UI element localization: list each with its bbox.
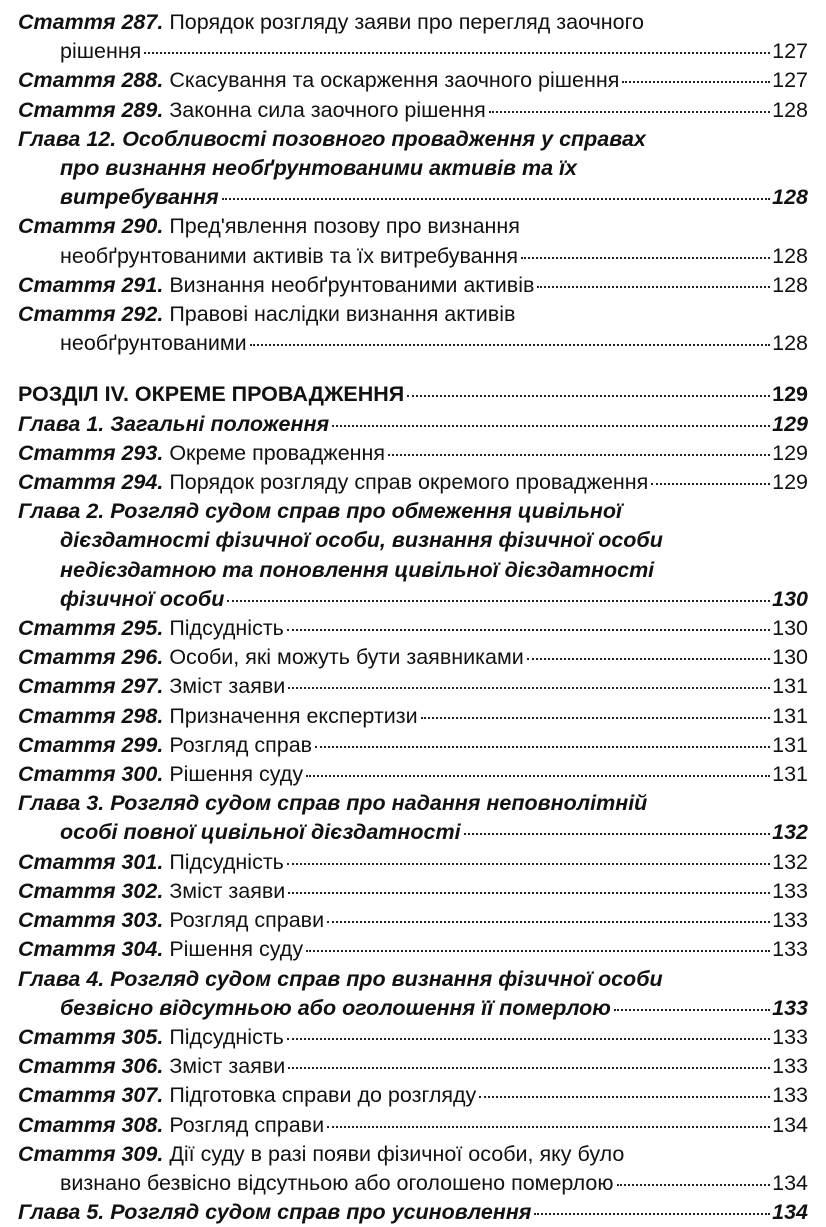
toc-article	[18, 1140, 808, 1198]
toc-entry-line	[18, 643, 808, 672]
dot-leader	[489, 111, 770, 113]
article-number: Стаття 290.	[18, 214, 164, 239]
article-number: Стаття 306.	[18, 1054, 164, 1079]
toc-entry-line	[18, 848, 808, 877]
toc-entry-title: Підсудність	[169, 1024, 284, 1049]
toc-chapter	[18, 789, 808, 847]
toc-entry-text	[60, 1169, 614, 1198]
toc-article	[18, 1081, 808, 1110]
page-number: 130	[772, 586, 808, 611]
toc-entry-text	[18, 271, 534, 300]
toc-entry-text	[18, 906, 324, 935]
dot-leader	[464, 833, 771, 835]
toc-entry-title: Розгляд справи	[169, 1112, 325, 1137]
toc-entry-line	[18, 789, 808, 818]
toc-entry-line	[18, 994, 808, 1023]
toc-entry-line	[18, 8, 808, 37]
toc-entry-text	[18, 214, 520, 238]
toc-article	[18, 66, 808, 95]
toc-entry-title: недієздатною та поновлення цивільної дієздатності	[60, 557, 655, 582]
toc-article	[18, 8, 808, 66]
toc-entry-text	[18, 499, 622, 523]
page-number: 134	[772, 1170, 808, 1195]
toc-entry-text	[18, 439, 385, 468]
article-number: Стаття 288.	[18, 68, 164, 93]
toc-entry-title: дієздатності фізичної особи, визнання фізичної особи	[60, 528, 663, 553]
toc-entry-text	[60, 37, 141, 66]
toc-entry-title: про визнання необґрунтованими активів та їх	[60, 156, 577, 181]
toc-entry-text	[18, 302, 515, 326]
toc-entry-line	[18, 1081, 808, 1110]
dot-leader	[327, 921, 770, 923]
toc-article	[18, 877, 808, 906]
toc-entry-title: необґрунтованими активів та їх витребування	[60, 243, 518, 268]
toc-entry-line	[18, 702, 808, 731]
toc-entry-text	[18, 468, 648, 497]
toc-entry-text	[60, 818, 461, 847]
toc-entry-title: Зміст заяви	[169, 878, 286, 903]
page-number: 128	[772, 97, 808, 122]
article-number: Стаття 289.	[18, 97, 164, 122]
toc-article	[18, 212, 808, 270]
toc-entry-text	[60, 183, 219, 212]
article-number: Стаття 287.	[18, 10, 164, 34]
toc-entry-line	[18, 329, 808, 358]
toc-entry-title: Підготовка справи до розгляду	[169, 1083, 477, 1108]
toc-entry-title: безвісно відсутньою або оголошення її померлою	[60, 995, 611, 1020]
page-number: 133	[772, 1024, 808, 1049]
dot-leader	[288, 687, 770, 689]
toc-chapter	[18, 125, 808, 213]
toc-entry-title: Порядок розгляду справ окремого провадження	[169, 470, 649, 495]
article-number: Стаття 291.	[18, 272, 164, 297]
toc-entry-text	[18, 731, 312, 760]
toc-chapter	[18, 965, 808, 1023]
article-number: Стаття 303.	[18, 908, 164, 933]
toc-entry-text	[18, 127, 646, 151]
article-number: Стаття 299.	[18, 732, 164, 757]
toc-article	[18, 935, 808, 964]
toc-entry-text	[18, 672, 285, 701]
toc-chapter	[18, 410, 808, 439]
toc-entry-line	[18, 242, 808, 271]
toc-entry-line	[18, 935, 808, 964]
toc-entry-title: Підсудність	[169, 616, 284, 641]
dot-leader	[421, 717, 770, 719]
toc-entry-line	[18, 271, 808, 300]
toc-entry-title: Окреме провадження	[169, 440, 386, 465]
toc-entry-text	[60, 242, 518, 271]
toc-article	[18, 848, 808, 877]
dot-leader	[288, 1067, 770, 1069]
toc-entry-line	[18, 125, 808, 154]
toc-entry-title: фізичної особи	[60, 586, 225, 611]
toc-entry-text	[60, 558, 654, 582]
article-number: Стаття 294.	[18, 470, 164, 495]
dot-leader	[287, 1038, 770, 1040]
page-number: 127	[772, 39, 808, 64]
toc-entry-line	[18, 526, 808, 555]
page-number: 133	[772, 878, 808, 903]
toc-entry-line	[18, 906, 808, 935]
toc-entry-line	[18, 154, 808, 183]
dot-leader	[306, 775, 770, 777]
toc-entry-text	[18, 935, 303, 964]
toc-entry-title: визнано безвісно відсутньою або оголошено померлою	[60, 1170, 614, 1195]
toc-entry-text	[18, 643, 524, 672]
toc-entry-line	[18, 380, 808, 409]
toc-article	[18, 468, 808, 497]
toc-entry-text	[60, 994, 611, 1023]
dot-leader	[521, 257, 770, 259]
toc-entry-text	[60, 156, 577, 180]
page-number: 133	[772, 995, 808, 1020]
toc-entry-text	[60, 329, 247, 358]
page-number: 128	[772, 185, 808, 210]
toc-entry-title: Порядок розгляду заяви про перегляд заочного	[169, 10, 644, 34]
article-number: Стаття 305.	[18, 1024, 164, 1049]
toc-entry-title: Глава 1. Загальні положення	[18, 411, 330, 436]
dot-leader	[287, 629, 770, 631]
dot-leader	[651, 483, 770, 485]
toc-entry-title: Рішення суду	[169, 762, 304, 787]
toc-article	[18, 271, 808, 300]
toc-entry-line	[18, 497, 808, 526]
article-number: Стаття 302.	[18, 878, 164, 903]
toc-entry-text	[18, 614, 284, 643]
toc-entry-line	[18, 37, 808, 66]
toc-entry-title: Призначення експертизи	[169, 703, 418, 728]
toc-entry-title: витребування	[60, 185, 219, 210]
toc-entry-title: Глава 4. Розгляд судом справ про визнання фізичної особи	[18, 966, 663, 991]
toc-entry-line	[18, 300, 808, 329]
toc-entry-line	[18, 183, 808, 212]
toc-article	[18, 643, 808, 672]
toc-entry-title: Розгляд справи	[169, 908, 325, 933]
toc-article	[18, 672, 808, 701]
toc-entry-title: РОЗДІЛ IV. ОКРЕМЕ ПРОВАДЖЕННЯ	[18, 382, 405, 407]
dot-leader	[622, 81, 770, 83]
toc-article	[18, 1023, 808, 1052]
toc-entry-line	[18, 965, 808, 994]
toc-entry-title: Глава 5. Розгляд судом справ про усиновлення	[18, 1200, 532, 1225]
toc-entry-text	[18, 1023, 284, 1052]
toc-entry-text	[18, 1198, 531, 1227]
toc-article	[18, 760, 808, 789]
dot-leader	[617, 1184, 771, 1186]
toc-entry-line	[18, 1198, 808, 1227]
toc-entry-text	[60, 585, 224, 614]
toc-entry-title: Зміст заяви	[169, 674, 286, 699]
toc-entry-line	[18, 1140, 808, 1169]
article-number: Стаття 307.	[18, 1083, 164, 1108]
toc-entry-line	[18, 614, 808, 643]
page-number: 133	[772, 1054, 808, 1079]
article-number: Стаття 295.	[18, 616, 164, 641]
toc-entry-title: Глава 12. Особливості позовного провадження у справах	[18, 126, 646, 151]
toc-entry-text	[18, 760, 303, 789]
article-number: Стаття 297.	[18, 674, 164, 699]
dot-leader	[306, 950, 770, 952]
toc-entry-title: Підсудність	[169, 849, 284, 874]
dot-leader	[332, 425, 770, 427]
toc-entry-line	[18, 1052, 808, 1081]
toc-entry-line	[18, 212, 808, 241]
toc-entry-text	[18, 380, 404, 409]
toc-entry-text	[18, 967, 663, 991]
article-number: Стаття 300.	[18, 762, 164, 787]
toc-entry-line	[18, 66, 808, 95]
toc-entry-line	[18, 1169, 808, 1198]
toc-article	[18, 439, 808, 468]
toc-entry-line	[18, 439, 808, 468]
toc-article	[18, 1111, 808, 1140]
article-number: Стаття 298.	[18, 703, 164, 728]
toc-entry-line	[18, 1023, 808, 1052]
article-number: Стаття 301.	[18, 849, 164, 874]
dot-leader	[537, 286, 770, 288]
toc-entry-line	[18, 468, 808, 497]
toc-entry-title: Зміст заяви	[169, 1054, 286, 1079]
toc-article	[18, 1052, 808, 1081]
dot-leader	[327, 1126, 770, 1128]
toc-chapter	[18, 1198, 808, 1227]
toc-article	[18, 906, 808, 935]
toc-entry-text	[18, 410, 329, 439]
article-number: Стаття 308.	[18, 1112, 164, 1137]
toc-entry-title: Глава 3. Розгляд судом справ про надання неповнолітній	[18, 791, 648, 816]
toc-entry-text	[60, 528, 663, 552]
dot-leader	[534, 1213, 770, 1215]
page-number: 131	[772, 703, 808, 728]
toc-entry-line	[18, 96, 808, 125]
toc-article	[18, 300, 808, 358]
page-number: 133	[772, 908, 808, 933]
toc-entry-title: рішення	[60, 39, 142, 64]
toc-article	[18, 702, 808, 731]
dot-leader	[227, 600, 770, 602]
page-number: 134	[772, 1200, 808, 1225]
toc-entry-title: Визнання необґрунтованими активів	[169, 272, 535, 297]
page-number: 133	[772, 1083, 808, 1108]
toc-entry-text	[18, 10, 644, 34]
page-number: 134	[772, 1112, 808, 1137]
article-number: Стаття 304.	[18, 937, 164, 962]
toc-article	[18, 96, 808, 125]
toc-entry-title: Правові наслідки визнання активів	[169, 302, 516, 327]
page-number: 128	[772, 243, 808, 268]
page-number: 127	[772, 68, 808, 93]
toc-entry-text	[18, 791, 647, 815]
toc-entry-text	[18, 1081, 476, 1110]
toc-entry-title: Розгляд справ	[169, 732, 313, 757]
article-number: Стаття 296.	[18, 645, 164, 670]
toc-entry-text	[18, 702, 418, 731]
dot-leader	[287, 863, 770, 865]
dot-leader	[614, 1009, 770, 1011]
toc-entry-text	[18, 1052, 285, 1081]
toc-entry-line	[18, 731, 808, 760]
toc-entry-line	[18, 672, 808, 701]
page-number: 130	[772, 616, 808, 641]
toc-entry-title: Особи, які можуть бути заявниками	[169, 645, 524, 670]
toc-entry-line	[18, 818, 808, 847]
toc-entry-title: Глава 2. Розгляд судом справ про обмеження цивільної	[18, 499, 622, 524]
toc-entry-text	[18, 1111, 324, 1140]
dot-leader	[250, 344, 770, 346]
toc-entry-line	[18, 585, 808, 614]
page-number: 132	[772, 820, 808, 845]
toc-article	[18, 614, 808, 643]
dot-leader	[479, 1096, 770, 1098]
toc-entry-title: Скасування та оскарження заочного рішення	[169, 68, 620, 93]
toc-article	[18, 731, 808, 760]
page-number: 131	[772, 732, 808, 757]
toc-chapter	[18, 497, 808, 614]
dot-leader	[144, 52, 770, 54]
page-number: 129	[772, 411, 808, 436]
page-number: 131	[772, 674, 808, 699]
page-number: 129	[772, 382, 808, 407]
toc-entry-title: Дії суду в разі появи фізичної особи, яку було	[169, 1141, 625, 1166]
page-number: 128	[772, 272, 808, 297]
toc-entry-line	[18, 410, 808, 439]
toc-entry-title: особі повної цивільної дієздатності	[60, 820, 461, 845]
article-number: Стаття 293.	[18, 440, 164, 465]
dot-leader	[288, 892, 770, 894]
toc-entry-text	[18, 1142, 624, 1166]
toc-entry-title: необґрунтованими	[60, 331, 247, 356]
toc-entry-text	[18, 877, 285, 906]
dot-leader	[315, 746, 770, 748]
toc-section	[18, 380, 808, 409]
dot-leader	[388, 454, 770, 456]
page-number: 129	[772, 440, 808, 465]
dot-leader	[527, 658, 770, 660]
page-number: 132	[772, 849, 808, 874]
toc-entry-title: Рішення суду	[169, 937, 304, 962]
page-number: 129	[772, 470, 808, 495]
toc-entry-title: Пред'явлення позову про визнання	[169, 214, 520, 239]
article-number: Стаття 309.	[18, 1141, 164, 1166]
toc-entry-text	[18, 848, 284, 877]
dot-leader	[407, 395, 770, 397]
page-number: 128	[772, 331, 808, 356]
toc-entry-line	[18, 760, 808, 789]
page-number: 131	[772, 762, 808, 787]
toc-entry-title: Законна сила заочного рішення	[169, 97, 486, 122]
toc-entry-line	[18, 556, 808, 585]
toc-entry-line	[18, 1111, 808, 1140]
article-number: Стаття 292.	[18, 302, 164, 327]
toc-entry-text	[18, 96, 486, 125]
dot-leader	[222, 198, 771, 200]
toc-entry-line	[18, 877, 808, 906]
toc-entry-text	[18, 66, 619, 95]
page-number: 130	[772, 645, 808, 670]
table-of-contents	[18, 8, 808, 1227]
page-number: 133	[772, 937, 808, 962]
